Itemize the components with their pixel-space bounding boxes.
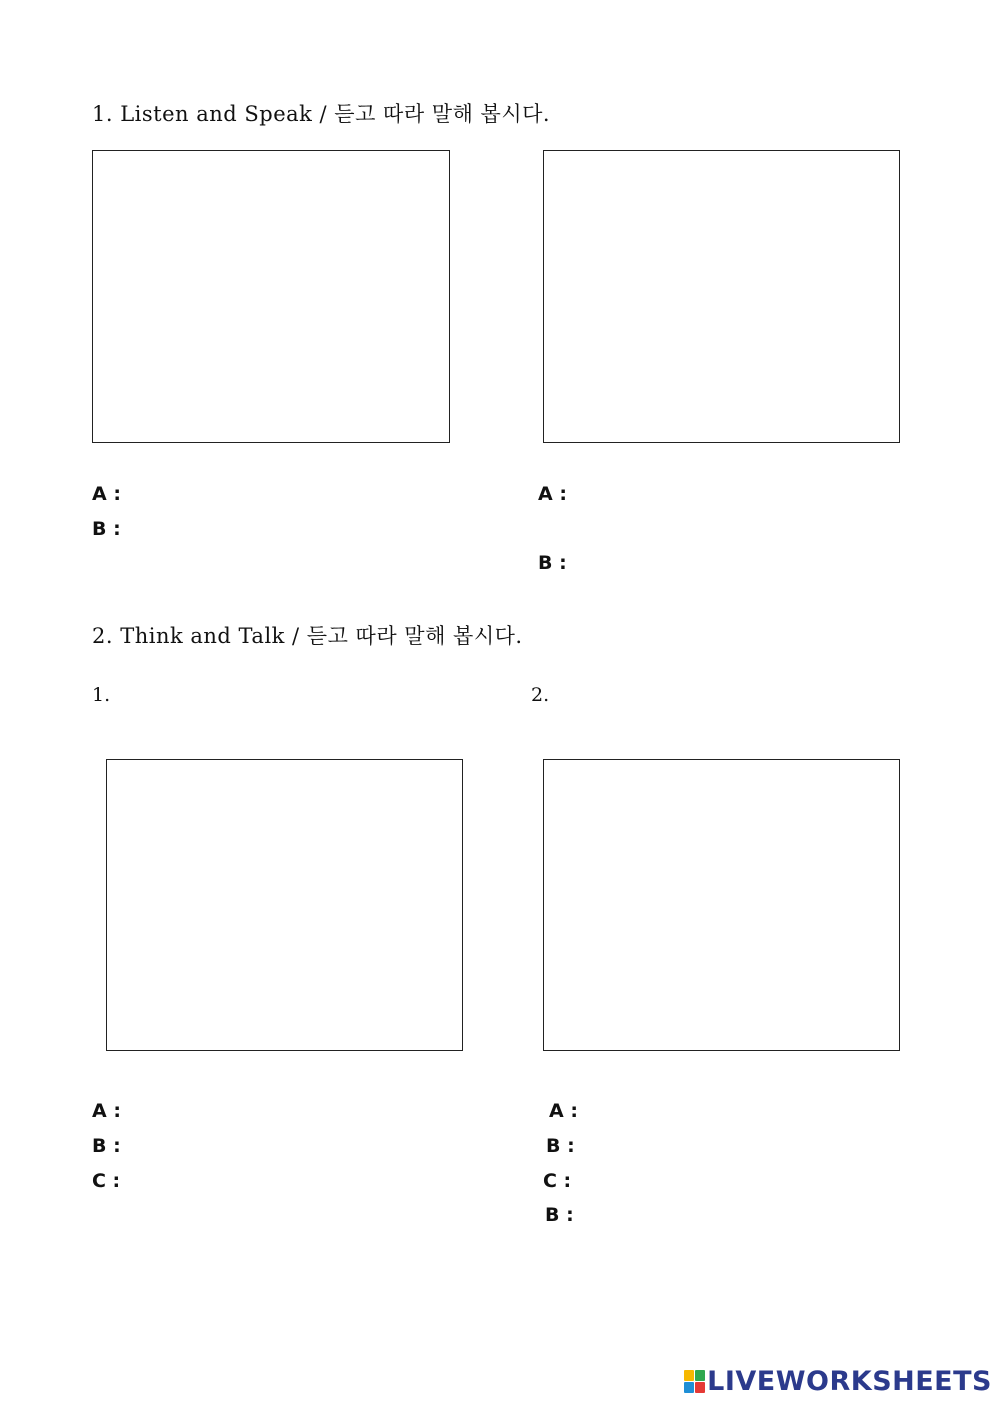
image-box-2-right [543, 759, 900, 1051]
dialogue-label-c: C : [543, 1170, 572, 1192]
dialogue-label-b: B : [92, 1135, 121, 1157]
logo-mark-icon [684, 1370, 705, 1393]
item-number-1: 1. [92, 684, 111, 706]
dialogue-label-b: B : [545, 1204, 574, 1226]
image-box-1-left [92, 150, 450, 443]
logo-block [684, 1370, 694, 1381]
dialogue-label-c: C : [92, 1170, 121, 1192]
dialogue-label-a: A : [92, 483, 121, 505]
image-box-1-right [543, 150, 900, 443]
dialogue-label-a: A : [538, 483, 567, 505]
section-2-title: 2. Think and Talk / 듣고 따라 말해 봅시다. [92, 624, 523, 648]
logo-block [695, 1382, 705, 1393]
dialogue-label-a: A : [549, 1100, 578, 1122]
liveworksheets-logo[interactable] [684, 1366, 992, 1397]
section-1-title: 1. Listen and Speak / 듣고 따라 말해 봅시다. [92, 102, 551, 126]
dialogue-label-b: B : [546, 1135, 575, 1157]
item-number-2: 2. [531, 684, 550, 706]
logo-text: LIVEWORKSHEETS [707, 1366, 992, 1397]
dialogue-label-b: B : [538, 552, 567, 574]
logo-block [684, 1382, 694, 1393]
logo-block [695, 1370, 705, 1381]
image-box-2-left [106, 759, 463, 1051]
dialogue-label-b: B : [92, 518, 121, 540]
dialogue-label-a: A : [92, 1100, 121, 1122]
